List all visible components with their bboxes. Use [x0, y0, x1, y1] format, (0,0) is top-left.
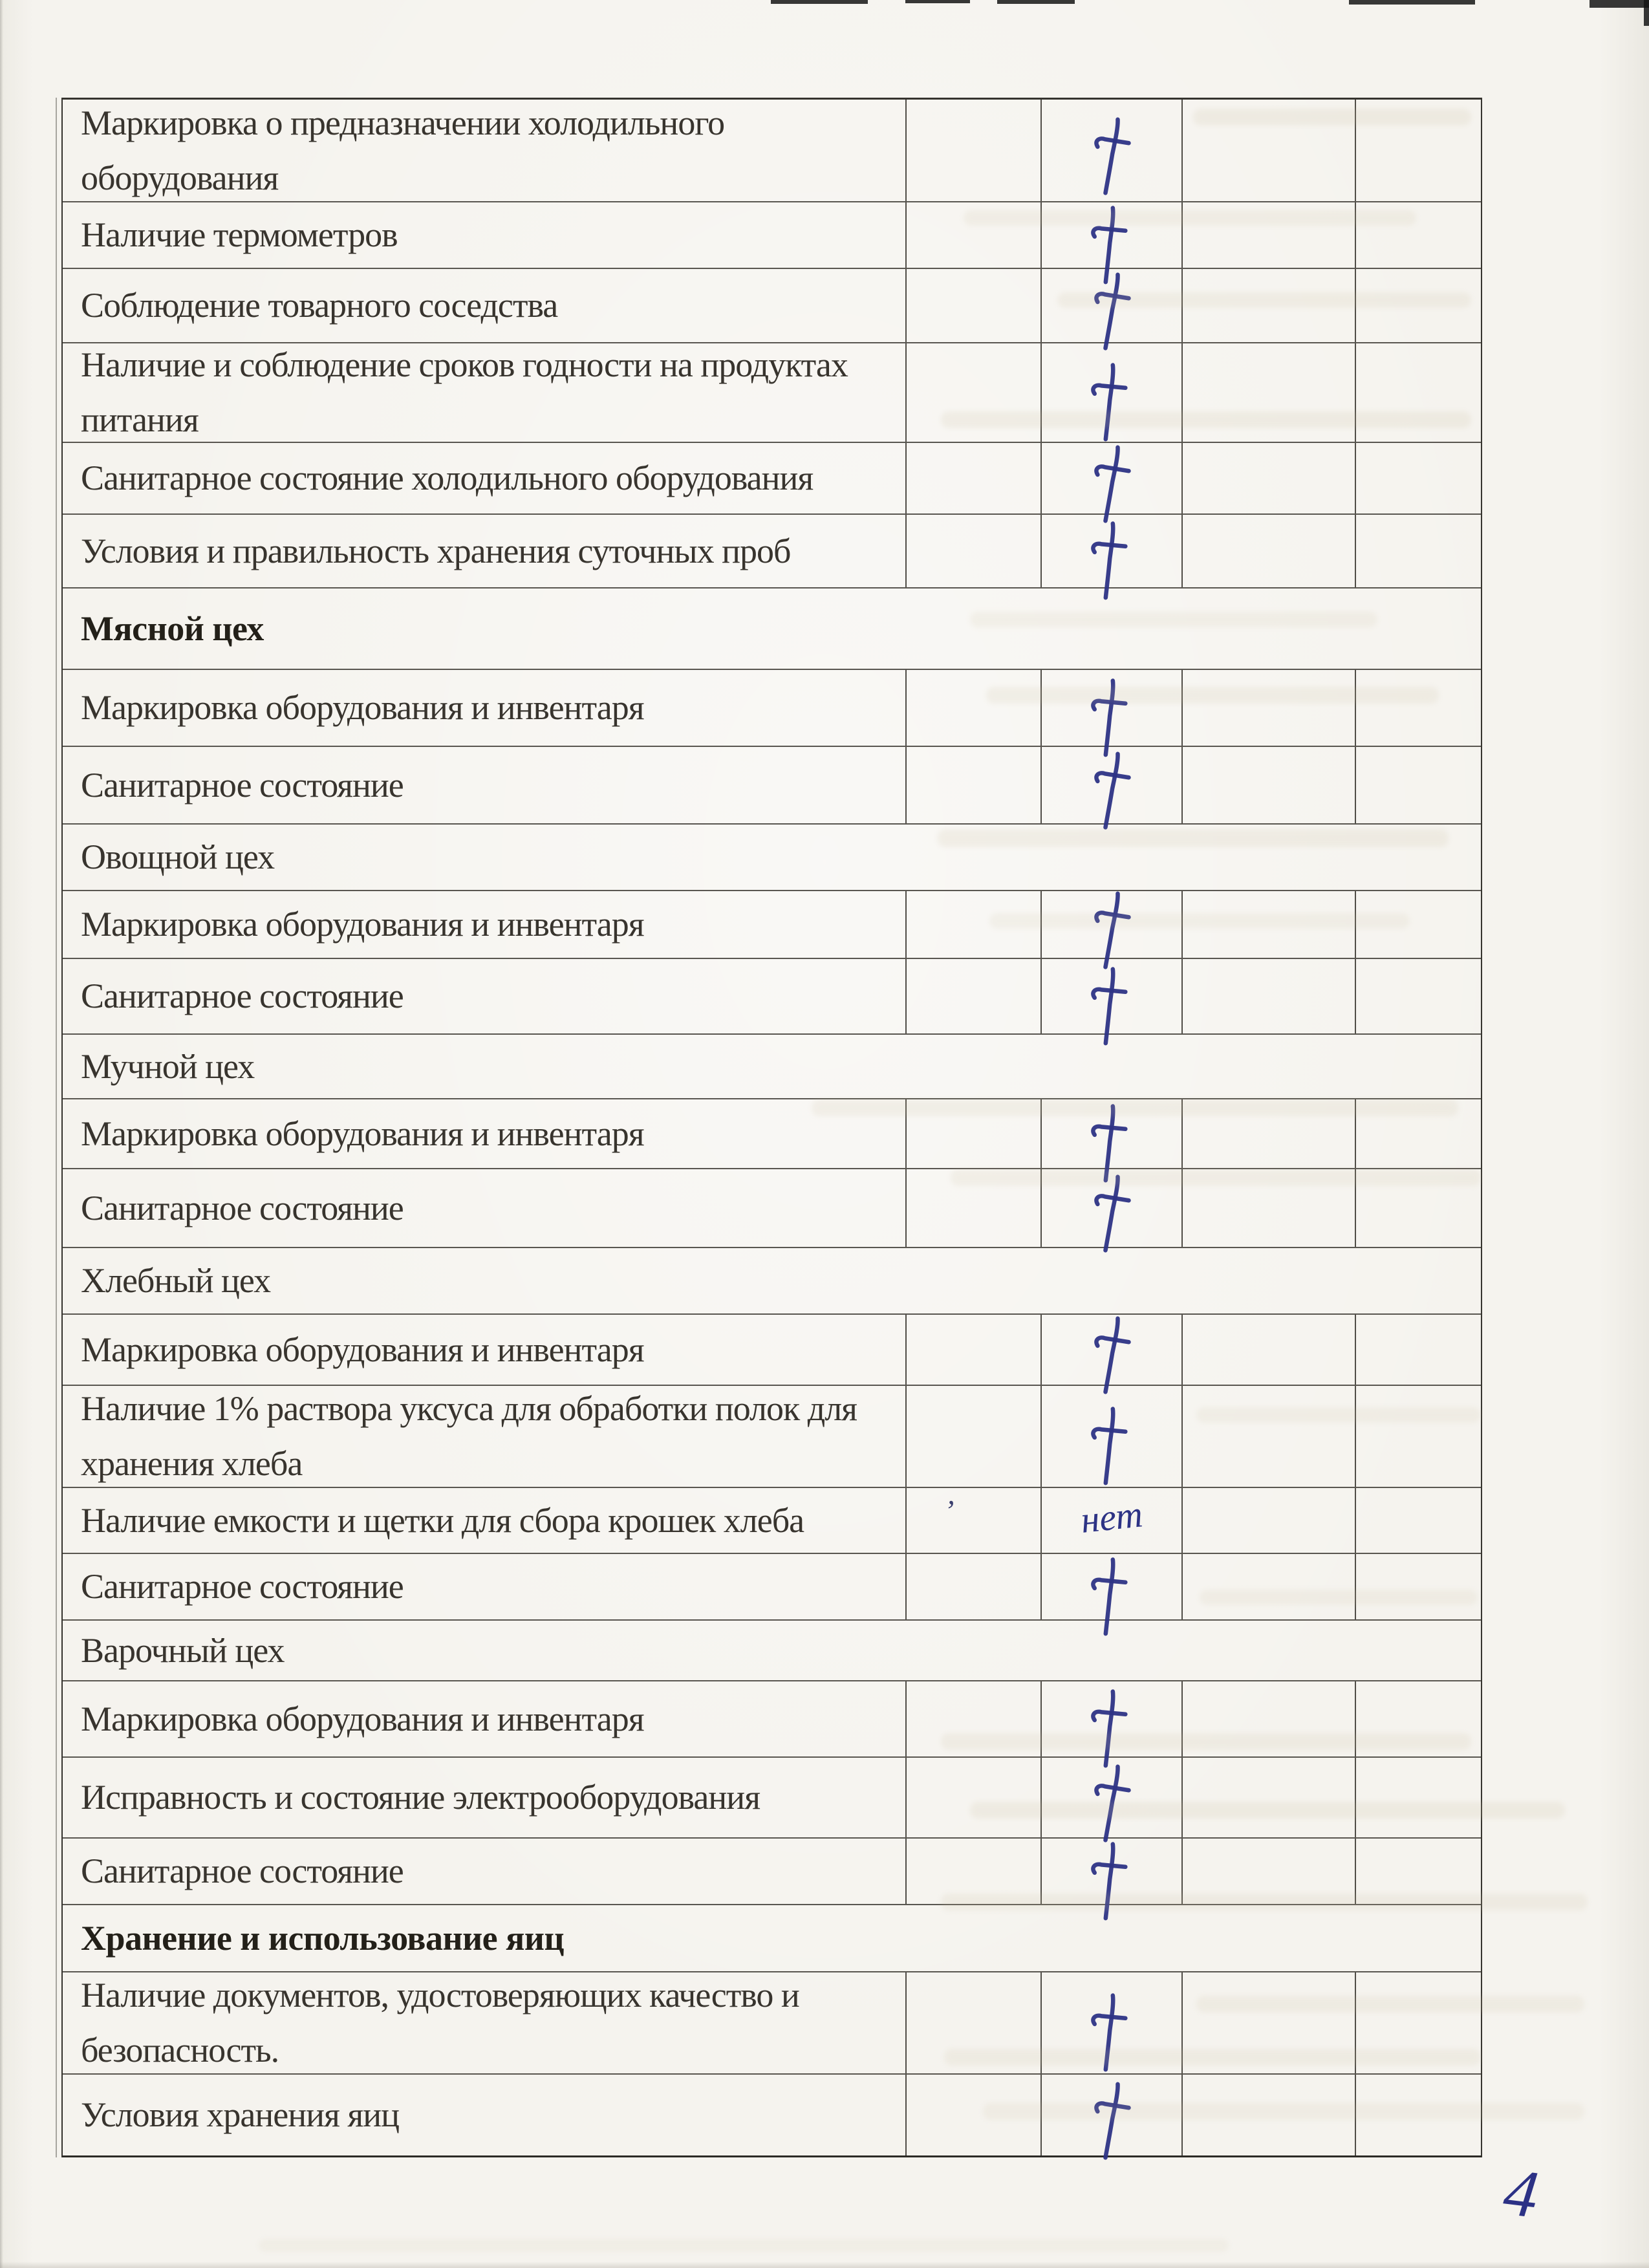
- result-cell-4: [1355, 670, 1481, 746]
- pen-tick-mark: ’: [944, 1494, 954, 1527]
- bleedthrough-artifact: [970, 1802, 1565, 1819]
- result-cell-3: [1181, 1035, 1355, 1098]
- result-cell-3: [1181, 515, 1355, 587]
- result-cell-3: [1181, 1386, 1355, 1487]
- bleedthrough-artifact: [1057, 292, 1471, 308]
- handwritten-plus-mark-icon: [1090, 888, 1132, 971]
- bleedthrough-artifact: [812, 1099, 1458, 1116]
- result-cell-3: [1181, 959, 1355, 1033]
- result-cell-4: [1355, 1758, 1481, 1837]
- handwritten-plus-mark-icon: [1088, 1404, 1131, 1487]
- scan-edge-artifact: [1644, 0, 1649, 26]
- scan-left-edge-shade: [0, 0, 3, 2268]
- result-cell-1: [905, 670, 1040, 746]
- result-cell-4: [1355, 1905, 1481, 1971]
- result-cell-2: [1040, 100, 1181, 201]
- result-cell-4: [1355, 589, 1481, 669]
- scan-edge-artifact: [905, 0, 970, 3]
- bleedthrough-artifact: [970, 612, 1377, 627]
- result-cell-3: [1181, 1248, 1355, 1313]
- criterion-label: Наличие термометров: [81, 215, 398, 255]
- criterion-label: Маркировка о предназначении холодильного оборудования: [81, 103, 725, 197]
- table-row: [63, 1758, 1481, 1839]
- scan-edge-artifact: [1590, 0, 1649, 8]
- criterion-label: Маркировка оборудования и инвентаря: [81, 1330, 644, 1369]
- result-cell-1: [905, 1248, 1040, 1313]
- handwritten-plus-mark-icon: [1090, 269, 1132, 352]
- table-row: [63, 959, 1481, 1035]
- table-row: [63, 443, 1481, 515]
- result-cell-4: [1355, 1315, 1481, 1385]
- result-cell-1: [905, 1905, 1040, 1971]
- criterion-label: Наличие документов, удостоверяющих качество и безопасность.: [81, 1976, 799, 2069]
- result-cell-1: [905, 1386, 1040, 1487]
- result-cell-4: [1355, 1621, 1481, 1680]
- result-cell-1: [905, 1621, 1040, 1680]
- criterion-label: Варочный цех: [81, 1630, 285, 1670]
- result-cell-1: [905, 1035, 1040, 1098]
- bleedthrough-artifact: [983, 2103, 1584, 2120]
- result-cell-2: [1040, 515, 1181, 587]
- result-cell-3: [1181, 443, 1355, 513]
- result-cell-1: [905, 515, 1040, 587]
- bleedthrough-artifact: [941, 411, 1471, 428]
- criterion-label: Санитарное состояние: [81, 1852, 404, 1891]
- table-row: [63, 1621, 1481, 1681]
- result-cell-4: [1355, 1488, 1481, 1553]
- table-row: [63, 1905, 1481, 1972]
- scan-edge-artifact: [1349, 0, 1475, 5]
- result-cell-1: [905, 747, 1040, 823]
- handwritten-net-text: нет: [1079, 1493, 1145, 1541]
- table-row: [63, 670, 1481, 747]
- criterion-label: Овощной цех: [81, 837, 275, 877]
- criterion-label: Хранение и использование яиц: [81, 1918, 565, 1958]
- result-cell-2: [1040, 747, 1181, 823]
- scan-edge-artifact: [771, 0, 868, 4]
- result-cell-3: [1181, 1315, 1355, 1385]
- criterion-label: Санитарное состояние: [81, 1188, 404, 1227]
- result-cell-2: [1040, 1035, 1181, 1098]
- result-cell-2: [1040, 443, 1181, 513]
- bleedthrough-artifact: [259, 2239, 1229, 2252]
- criterion-label: Условия и правильность хранения суточных проб: [81, 531, 791, 570]
- result-cell-3: [1181, 670, 1355, 746]
- bleedthrough-artifact: [1196, 1996, 1584, 2013]
- bleedthrough-artifact: [986, 687, 1439, 704]
- result-cell-3: [1181, 1488, 1355, 1553]
- handwritten-plus-mark-icon: [1090, 749, 1132, 832]
- criterion-label: Хлебный цех: [81, 1261, 271, 1301]
- bleedthrough-artifact: [944, 2049, 1481, 2066]
- criterion-label: Наличие 1% раствора уксуса для обработки полок для хранения хлеба: [81, 1389, 857, 1483]
- result-cell-2: [1040, 1621, 1181, 1680]
- criterion-label: Наличие емкости и щетки для сбора крошек хлеба: [81, 1500, 804, 1540]
- bleedthrough-artifact: [989, 913, 1410, 929]
- table-row: [63, 1035, 1481, 1099]
- criterion-label: Исправность и состояние электрооборудования: [81, 1778, 760, 1817]
- result-cell-4: [1355, 747, 1481, 823]
- handwritten-plus-mark-icon: [1090, 1313, 1132, 1396]
- table-row: [63, 1315, 1481, 1386]
- criterion-label: Санитарное состояние: [81, 765, 404, 805]
- result-cell-2: [1040, 1488, 1181, 1553]
- criterion-label: Санитарное состояние: [81, 1567, 404, 1606]
- result-cell-2: [1040, 959, 1181, 1033]
- result-cell-4: [1355, 1035, 1481, 1098]
- result-cell-4: [1355, 1386, 1481, 1487]
- bleedthrough-artifact: [941, 1894, 1588, 1910]
- result-cell-1: [905, 269, 1040, 342]
- scan-bottom-edge-shade: [0, 2262, 1649, 2268]
- result-cell-1: [905, 443, 1040, 513]
- criterion-label: Маркировка оборудования и инвентаря: [81, 1699, 644, 1738]
- criterion-label: Санитарное состояние холодильного оборудования: [81, 459, 814, 498]
- result-cell-3: [1181, 1758, 1355, 1837]
- result-cell-4: [1355, 1248, 1481, 1313]
- result-cell-2: [1040, 589, 1181, 669]
- result-cell-3: [1181, 1621, 1355, 1680]
- handwritten-page-number: 4: [1500, 2154, 1542, 2232]
- result-cell-2: [1040, 1315, 1181, 1385]
- scan-edge-artifact: [997, 0, 1075, 4]
- bleedthrough-artifact: [938, 829, 1449, 847]
- bleedthrough-artifact: [941, 1733, 1471, 1750]
- table-row: [63, 515, 1481, 589]
- bleedthrough-artifact: [951, 1169, 1481, 1186]
- criterion-label: Мясной цех: [81, 609, 264, 648]
- table-row: [63, 747, 1481, 825]
- handwritten-plus-mark-icon: [1088, 360, 1131, 444]
- result-cell-3: [1181, 589, 1355, 669]
- table-row: [63, 1554, 1481, 1621]
- bleedthrough-artifact: [964, 210, 1416, 226]
- criterion-label: Условия хранения яиц: [81, 2095, 399, 2135]
- criterion-label: Мучной цех: [81, 1046, 255, 1086]
- criterion-label: Санитарное состояние: [81, 977, 404, 1016]
- criterion-label: Наличие и соблюдение сроков годности на продуктах питания: [81, 345, 848, 439]
- result-cell-3: [1181, 1905, 1355, 1971]
- criterion-label: Маркировка оборудования и инвентаря: [81, 688, 644, 728]
- handwritten-plus-mark-icon: [1090, 442, 1132, 524]
- table-row: [63, 1488, 1481, 1554]
- bleedthrough-artifact: [1200, 1590, 1478, 1605]
- result-cell-1: [905, 1554, 1040, 1619]
- result-cell-1: [905, 100, 1040, 201]
- inspection-table: [61, 98, 1482, 2157]
- result-cell-2: [1040, 1386, 1181, 1487]
- result-cell-2: [1040, 670, 1181, 746]
- criterion-label: Соблюдение товарного соседства: [81, 286, 558, 325]
- handwritten-plus-mark-icon: [1090, 2079, 1132, 2161]
- result-cell-3: [1181, 747, 1355, 823]
- handwritten-plus-mark-icon: [1090, 114, 1132, 197]
- bleedthrough-artifact: [1196, 1407, 1481, 1423]
- result-cell-2: [1040, 1554, 1181, 1619]
- result-cell-1: [905, 959, 1040, 1033]
- handwritten-plus-mark-icon: [1088, 1687, 1131, 1770]
- result-cell-1: [905, 1758, 1040, 1837]
- table-row: [63, 589, 1481, 670]
- result-cell-1: [905, 1488, 1040, 1553]
- result-cell-1: [905, 589, 1040, 669]
- result-cell-4: [1355, 515, 1481, 587]
- result-cell-1: [905, 1315, 1040, 1385]
- criterion-label: Маркировка оборудования и инвентаря: [81, 905, 644, 944]
- criterion-label: Маркировка оборудования и инвентаря: [81, 1114, 644, 1153]
- result-cell-4: [1355, 959, 1481, 1033]
- table-row: [63, 1386, 1481, 1488]
- bleedthrough-artifact: [1193, 109, 1471, 125]
- result-cell-2: [1040, 1758, 1181, 1837]
- result-cell-2: [1040, 1248, 1181, 1313]
- result-cell-4: [1355, 1554, 1481, 1619]
- table-row: [63, 1248, 1481, 1315]
- result-cell-2: [1040, 1905, 1181, 1971]
- result-cell-4: [1355, 443, 1481, 513]
- result-cell-3: [1181, 1554, 1355, 1619]
